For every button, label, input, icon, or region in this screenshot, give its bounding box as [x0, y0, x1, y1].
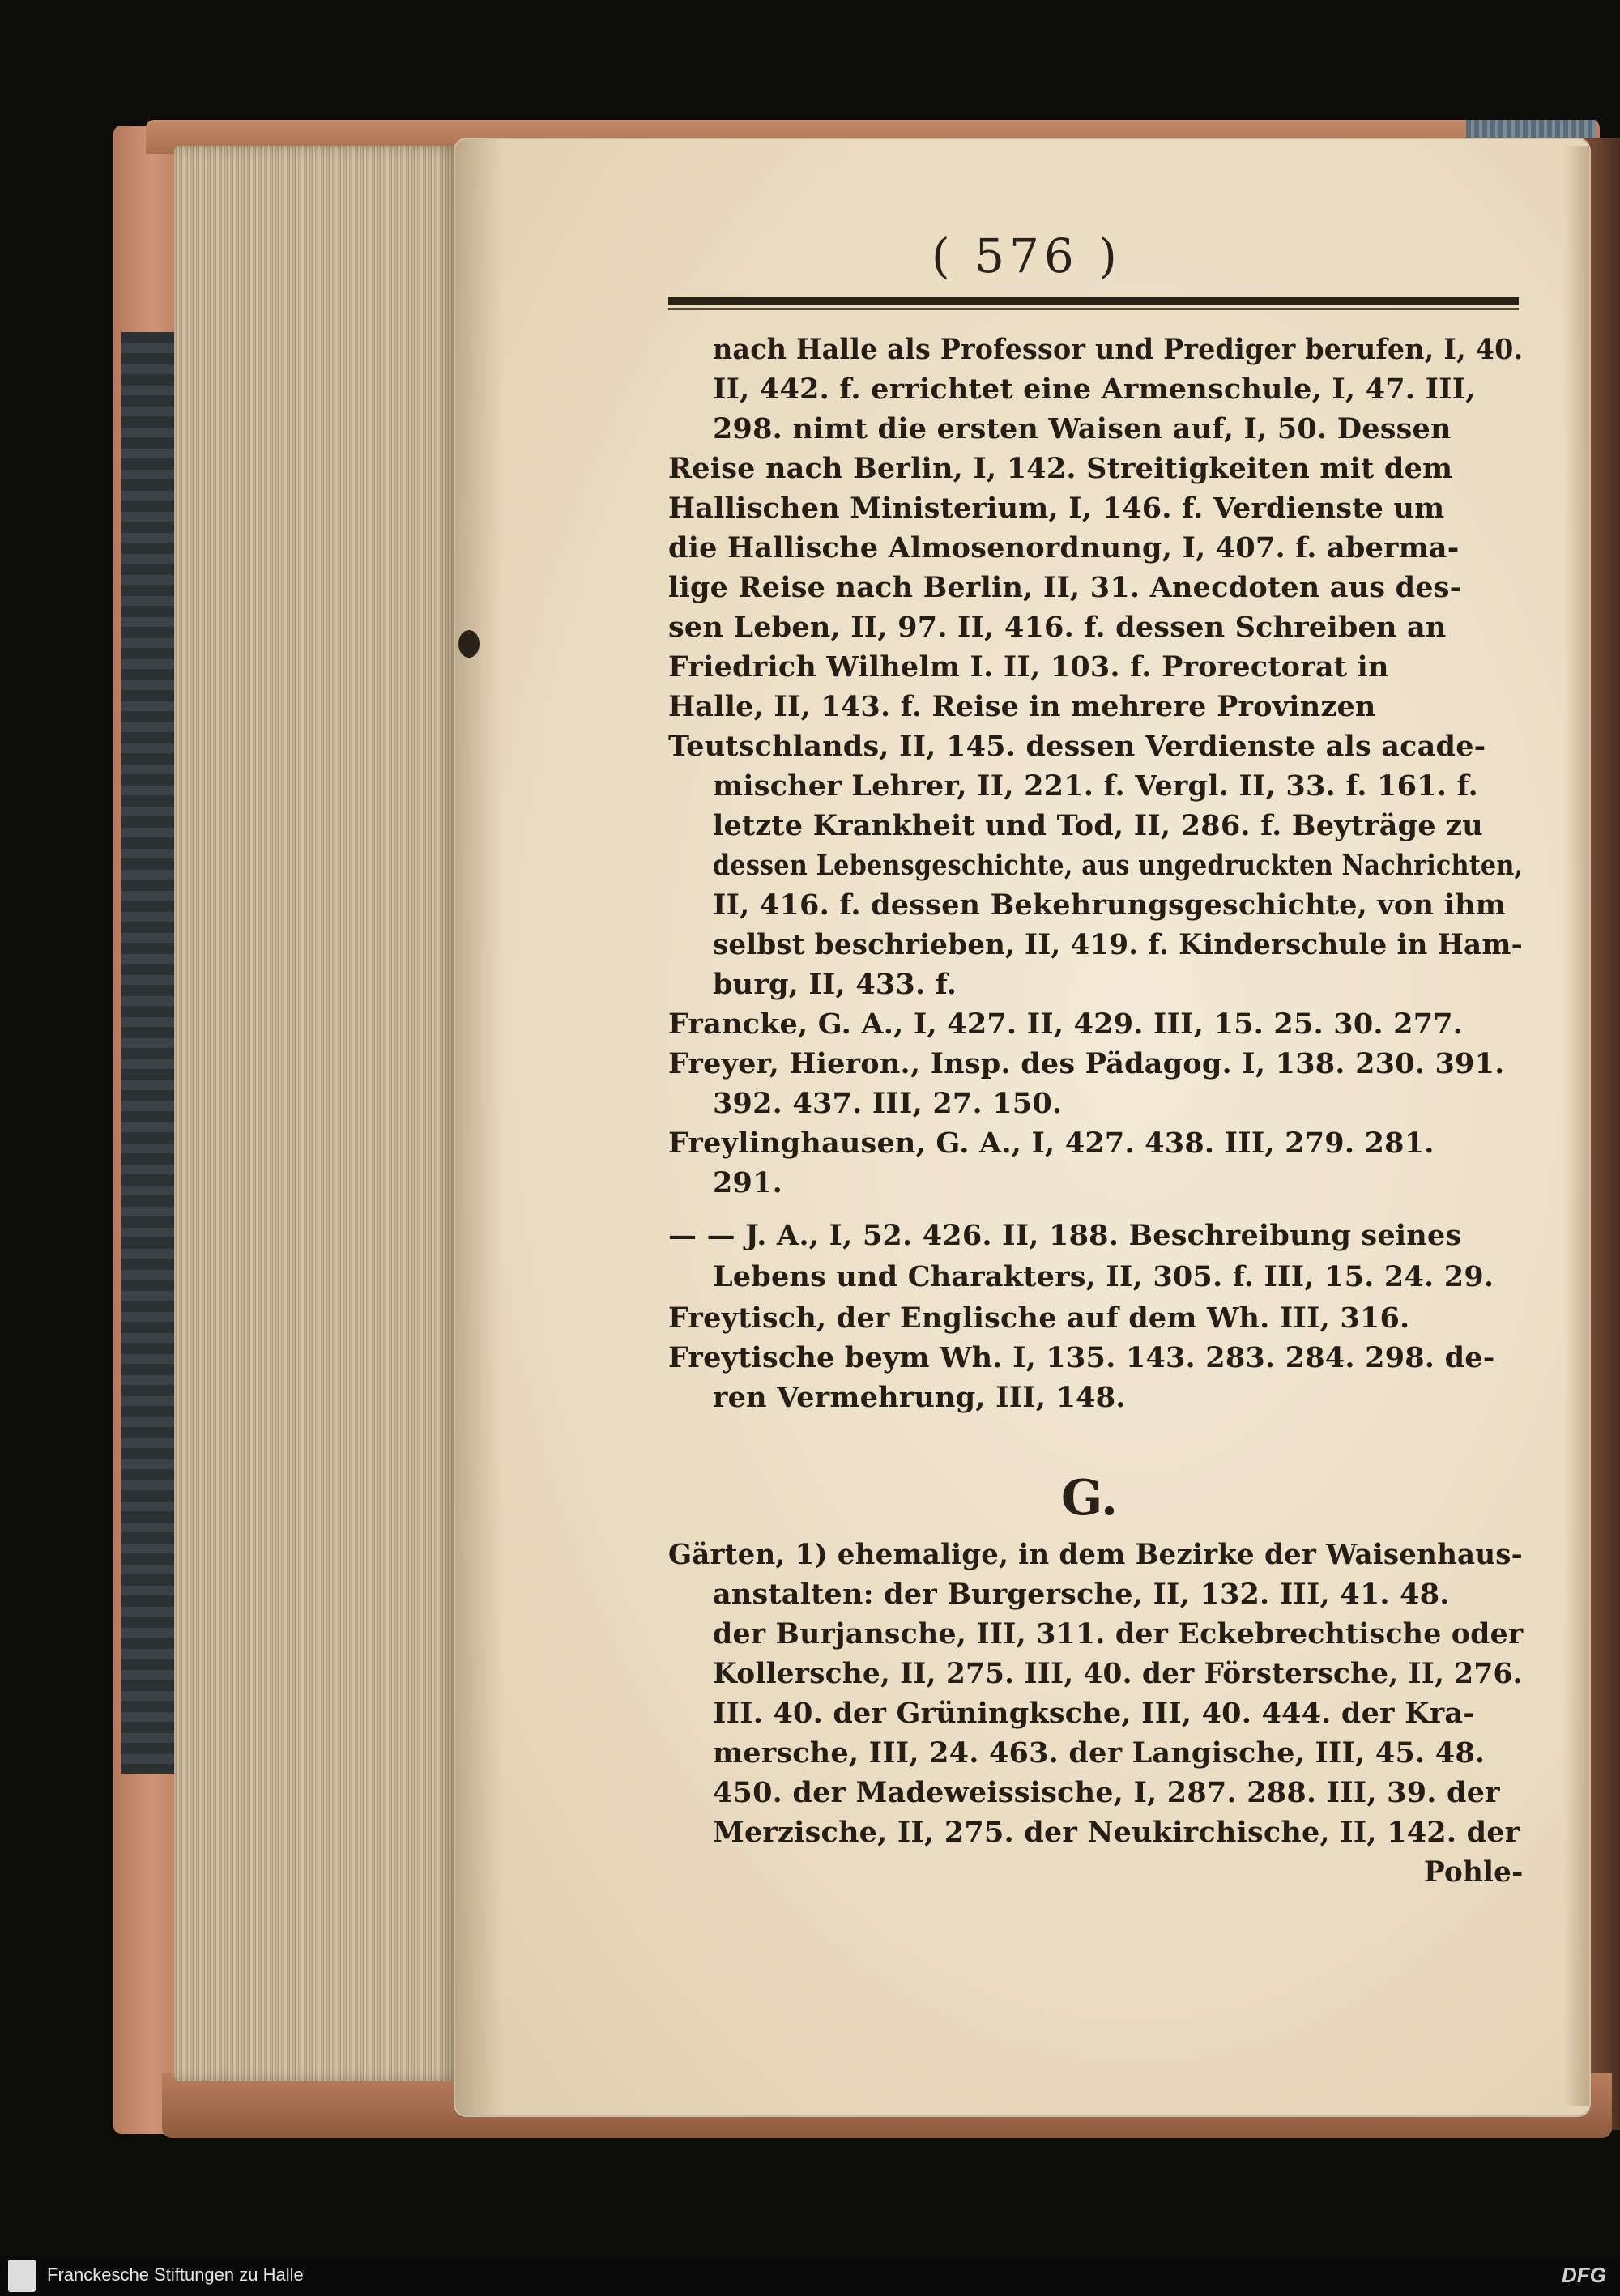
text-line: 450. der Madeweissische, I, 287. 288. III, 39. der [713, 1776, 1500, 1809]
text-line: Freyer, Hieron., Insp. des Pädagog. I, 138. 230. 391. [668, 1047, 1505, 1080]
footer-institution: Franckesche Stiftungen zu Halle [47, 2264, 304, 2285]
text-line: sen Leben, II, 97. II, 416. f. dessen Schreiben an [668, 611, 1447, 644]
text-line: mischer Lehrer, II, 221. f. Vergl. II, 33. f. 161. f. [713, 769, 1478, 803]
text-line: Friedrich Wilhelm I. II, 103. f. Prorectorat in [668, 650, 1389, 684]
text-line: selbst beschrieben, II, 419. f. Kinderschule in Ham- [713, 928, 1523, 961]
text-line: Merzische, II, 275. der Neukirchische, II, 142. der [713, 1816, 1520, 1849]
page-fold-shadow [1563, 146, 1589, 2106]
text-line: Freytische beym Wh. I, 135. 143. 283. 284. 298. de- [668, 1341, 1495, 1374]
text-line: dessen Lebensgeschichte, aus ungedruckten Nachrichten, [713, 849, 1524, 882]
footer-funder: DFG [1562, 2263, 1606, 2287]
text-line: II, 442. f. errichtet eine Armenschule, I, 47. III, [713, 373, 1476, 406]
header-rule-thin [668, 308, 1519, 310]
text-line: burg, II, 433. f. [713, 968, 957, 1001]
text-line: II, 416. f. dessen Bekehrungsgeschichte, von ihm [713, 888, 1506, 922]
text-line: 291. [713, 1166, 783, 1199]
text-line: Gärten, 1) ehemalige, in dem Bezirke der Waisenhaus- [668, 1538, 1523, 1571]
text-line: Pohle- [1424, 1855, 1524, 1889]
text-line: die Hallische Almosenordnung, I, 407. f. aberma- [668, 531, 1460, 564]
text-line: lige Reise nach Berlin, II, 31. Anecdoten aus des- [668, 571, 1462, 604]
text-line: Reise nach Berlin, I, 142. Streitigkeiten mit dem [668, 452, 1453, 485]
text-line: der Burjansche, III, 311. der Eckebrechtische oder [713, 1617, 1524, 1651]
book-spine-cloth [122, 332, 180, 1774]
page-number: ( 576 ) [932, 228, 1122, 283]
text-line: — — J. A., I, 52. 426. II, 188. Beschreibung seines [668, 1219, 1462, 1252]
header-rule [668, 297, 1519, 305]
text-line: 392. 437. III, 27. 150. [713, 1087, 1063, 1120]
page-hole [458, 630, 480, 658]
page-stack [174, 146, 466, 2081]
text-line: mersche, III, 24. 463. der Langische, III, 45. 48. [713, 1736, 1486, 1770]
institution-logo-icon [8, 2260, 36, 2292]
text-line: Hallischen Ministerium, I, 146. f. Verdienste um [668, 492, 1445, 525]
text-line: letzte Krankheit und Tod, II, 286. f. Beyträge zu [713, 809, 1483, 842]
text-line: 298. nimt die ersten Waisen auf, I, 50. Dessen [713, 412, 1452, 445]
gutter-shadow [455, 139, 504, 2115]
text-line: Kollersche, II, 275. III, 40. der Förstersche, II, 276. [713, 1657, 1523, 1690]
text-line: Teutschlands, II, 145. dessen Verdienste als acade- [668, 730, 1486, 763]
text-line: Francke, G. A., I, 427. II, 429. III, 15. 25. 30. 277. [668, 1007, 1464, 1041]
text-line: Freylinghausen, G. A., I, 427. 438. III, 279. 281. [668, 1127, 1435, 1160]
text-line: Lebens und Charakters, II, 305. f. III, 15. 24. 29. [713, 1260, 1494, 1293]
text-line: nach Halle als Professor und Prediger berufen, I, 40. [713, 333, 1524, 366]
text-line: ren Vermehrung, III, 148. [713, 1381, 1126, 1414]
text-line: III. 40. der Grüningksche, III, 40. 444. der Kra- [713, 1697, 1475, 1730]
text-line: anstalten: der Burgersche, II, 132. III, 41. 48. [713, 1578, 1450, 1611]
text-line: Halle, II, 143. f. Reise in mehrere Provinzen [668, 690, 1376, 723]
section-heading: G. [1061, 1470, 1118, 1527]
text-line: Freytisch, der Englische auf dem Wh. III, 316. [668, 1301, 1410, 1335]
